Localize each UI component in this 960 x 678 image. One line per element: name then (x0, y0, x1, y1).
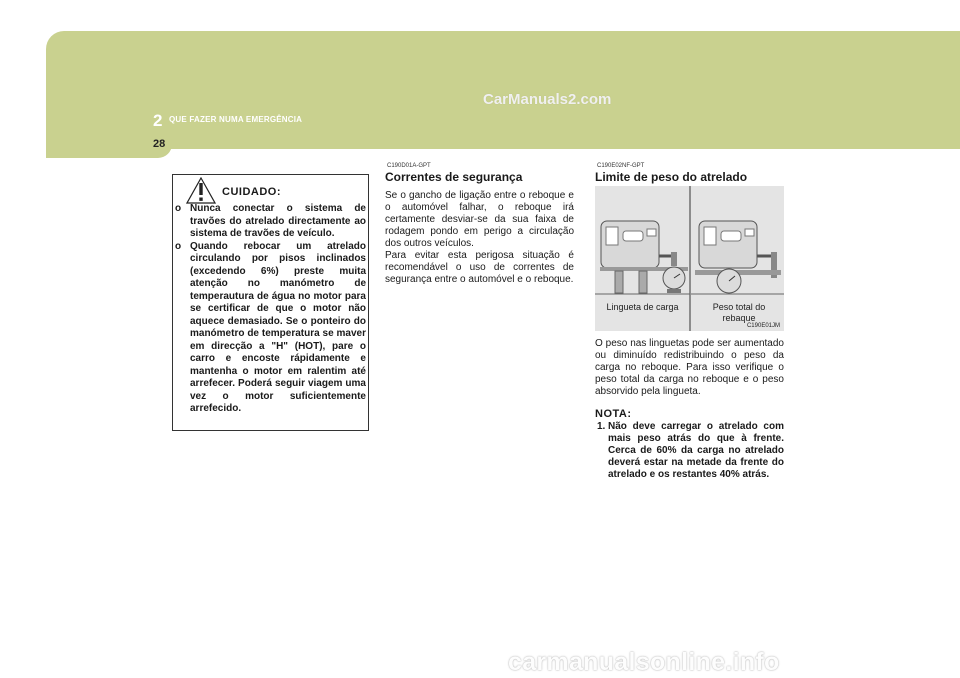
total-weight-drawing (691, 221, 784, 294)
watermark-link-bottom[interactable]: carmanualsonline.info (508, 648, 780, 676)
caution-item-text: Nunca conectar o sistema de travões do atrelado directamente ao sistema de travões de veículo. (190, 203, 366, 239)
caution-item-text: Quando rebocar um atrelado circulando por pisos inclinados (excedendo 6%) preste muita atenção no manómetro de temperautura de água no motor para se certificar de que o motor não aquece demasiado. Se o ponteiro do manómetro de temperatura se maver em direcção a "H" (HOT), pare o carro e encoste rápidamente e mantenha o motor em ralentim até arrefecer. Poderá seguir viagem uma vez o motor suficientemente arrefecido. (190, 240, 366, 414)
warning-triangle-icon (186, 177, 216, 204)
section-title: Correntes de segurança (385, 170, 523, 184)
section-paragraph-2: Para evitar esta perigosa situação é recomendável o uso de correntes de segurança entre o automóvel e o reboque. (385, 250, 574, 285)
figure-code: C190E01JM (746, 323, 780, 329)
tongue-weight-label: Lingueta de carga (606, 302, 679, 312)
weight-limit-section (595, 163, 784, 481)
total-weight-label: Peso total do rebaque (712, 302, 766, 323)
section-title: Limite de peso do atrelado (595, 170, 748, 184)
caution-box (172, 174, 369, 431)
chapter-number: 2 (153, 111, 163, 130)
caution-title: CUIDADO: (222, 186, 281, 198)
tongue-weight-drawing (595, 221, 690, 294)
safety-chains-section (385, 163, 574, 286)
caution-header (173, 179, 368, 199)
caution-bullet: o (175, 240, 182, 252)
note-number: 1. (597, 421, 606, 432)
caution-item (173, 203, 366, 241)
caution-bullet: o (175, 203, 182, 214)
note-list (595, 421, 784, 481)
section-paragraph: O peso nas linguetas pode ser aumentado ou diminuído redistribuindo o peso da carga no reboque. Para isso verifique o peso total da carga no reboque e o peso absorvido pela lingueta. (595, 338, 784, 397)
page-number: 28 (153, 138, 166, 150)
chapter-title: QUE FAZER NUMA EMERGÊNCIA (169, 115, 303, 124)
watermark-link-top[interactable]: CarManuals2.com (483, 91, 612, 108)
caution-list (173, 203, 366, 416)
section-paragraph: Se o gancho de ligação entre o reboque e o automóvel falhar, o reboque irá certamente desviar-se da sua faixa de rodagem pondo em perigo a circulação dos outros veículos. (385, 190, 574, 249)
caution-item (173, 241, 366, 416)
section-code: C190E02NF-GPT (597, 163, 645, 169)
note-item (595, 421, 784, 481)
header-band (46, 31, 960, 149)
section-code: C190D01A-GPT (387, 163, 431, 169)
note-text: Não deve carregar o atrelado com mais peso atrás do que à frente. Cerca de 60% da carga no atrelado deverá estar na metade da frente do atrelado e os restantes 40% atrás. (608, 421, 784, 480)
note-title: NOTA: (595, 408, 632, 420)
trailer-weight-figure (595, 186, 784, 331)
